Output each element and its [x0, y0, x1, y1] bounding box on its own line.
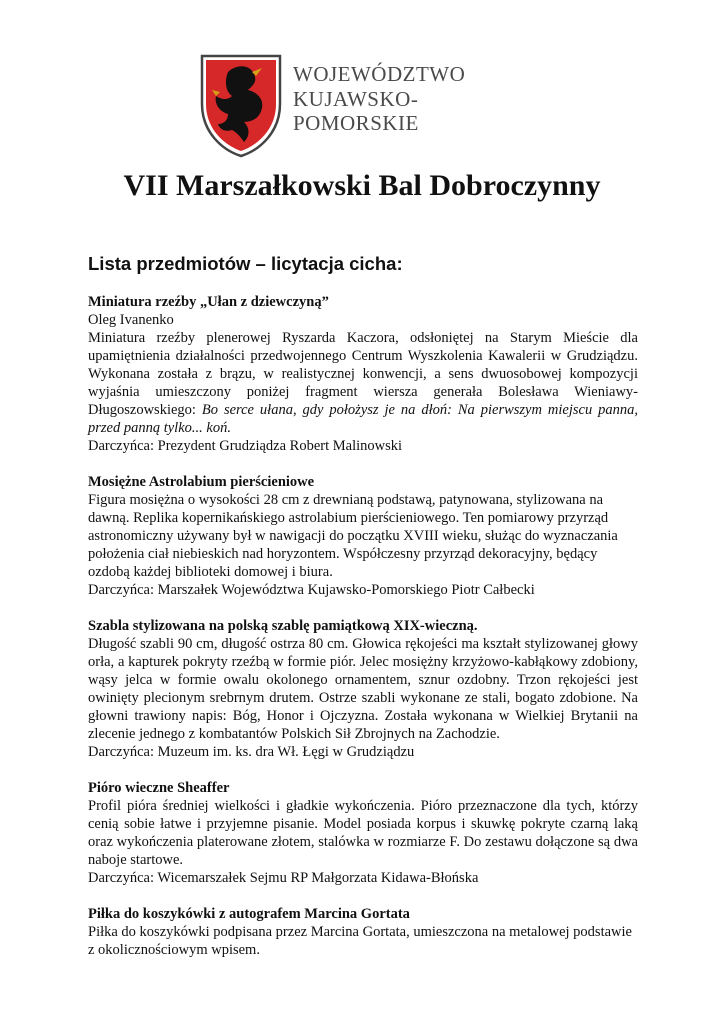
item-description: Długość szabli 90 cm, długość ostrza 80 cm. Głowica rękojeści ma kształt stylizowanej głowy orła, a kapturek pokryty rzeźbą w formie piór. Jelec mosiężny krzyżowo-kabłąkowy zdobiony, wąsy jelca w formie owalu okolonego ornamentem, sznur ozdobny. Trzon rękojeści jest owinięty plecionym srebrnym drutem. Ostrze szabli wykonane ze stali, bogato zdobione. Na głowni trawiony napis: Bóg, Honor i Ojczyzna. Została wykonana w Wielkiej Brytanii na zlecenie jednego z kombatantów Polskich Sił Zbrojnych na Zachodzie.	[88, 636, 638, 742]
logo-text	[293, 62, 538, 135]
item-description: Piłka do koszykówki podpisana przez Marcina Gortata, umieszczona na metalowej podstawie z okolicznościowym wpisem.	[88, 924, 632, 958]
item-title: Szabla stylizowana na polską szablę pamiątkową XIX-wieczną.	[88, 618, 478, 634]
coat-of-arms-icon	[198, 52, 284, 158]
item-author: Oleg Ivanenko	[88, 312, 174, 328]
item-donor: Darczyńca: Prezydent Grudziądza Robert Malinowski	[88, 438, 403, 454]
item-description: Profil pióra średniej wielkości i gładkie wykończenia. Pióro przeznaczone dla tych, którzy cenią sobie łatwe i przyjemne pisanie. Model posiada korpus i skuwkę pokryte czarną laką oraz wykończenia platerowane złotem, stalówka w rozmiarze F. Do zestawu dołączone są dwa naboje startowe.	[88, 798, 638, 868]
item-description	[88, 329, 638, 437]
item-description-text: Miniatura rzeźby plenerowej Ryszarda Kaczora, odsłoniętej na Starym Mieście dla upamiętnienia działalności przedwojennego Centrum Wyszkolenia Kawalerii w Grudziądzu. Wykonana została z brązu, w realistycznej konwencji, a sens dwuosobowej kompozycji wyjaśnia umieszczony poniżej fragment wiersza generała Bolesława Wieniawy-Długoszowskiego:	[88, 330, 638, 418]
item-donor: Darczyńca: Marszałek Województwa Kujawsko-Pomorskiego Piotr Całbecki	[88, 582, 535, 598]
list-item	[88, 473, 638, 599]
item-donor: Darczyńca: Muzeum im. ks. dra Wł. Łęgi w Grudziądzu	[88, 744, 415, 760]
header-logo	[198, 52, 538, 160]
list-title: Lista przedmiotów – licytacja cicha:	[88, 253, 403, 274]
item-quote: Bo serce ułana, gdy położysz je na dłoń: Na pierwszym miejscu panna, przed panną tylko... koń.	[88, 402, 639, 436]
item-title: Pióro wieczne Sheaffer	[88, 780, 230, 796]
list-item	[88, 617, 638, 761]
page-title: VII Marszałkowski Bal Dobroczynny	[123, 169, 601, 202]
list-item	[88, 293, 638, 455]
list-item	[88, 905, 638, 959]
logo-line-1: WOJEWÓDZTWO	[293, 62, 466, 86]
item-description: Figura mosiężna o wysokości 28 cm z drewnianą podstawą, patynowana, stylizowana na dawną. Replika kopernikańskiego astrolabium pierścieniowego. Ten pomiarowy przyrząd astronomiczny używany był w nawigacji do początku XVIII wieku, służąc do wyznaczania położenia ciał niebieskich nad horyzontem. Współczesny przyrząd dekoracyjny, będący ozdobą każdej biblioteki domowej i biura.	[88, 492, 618, 580]
list-item	[88, 779, 638, 887]
item-title: Mosiężne Astrolabium pierścieniowe	[88, 474, 315, 490]
item-title: Piłka do koszykówki z autografem Marcina Gortata	[88, 906, 410, 922]
document-body	[88, 252, 638, 977]
item-title: Miniatura rzeźby „Ułan z dziewczyną”	[88, 294, 329, 310]
logo-line-2: KUJAWSKO-POMORSKIE	[293, 87, 419, 135]
item-donor: Darczyńca: Wicemarszałek Sejmu RP Małgorzata Kidawa-Błońska	[88, 870, 479, 886]
